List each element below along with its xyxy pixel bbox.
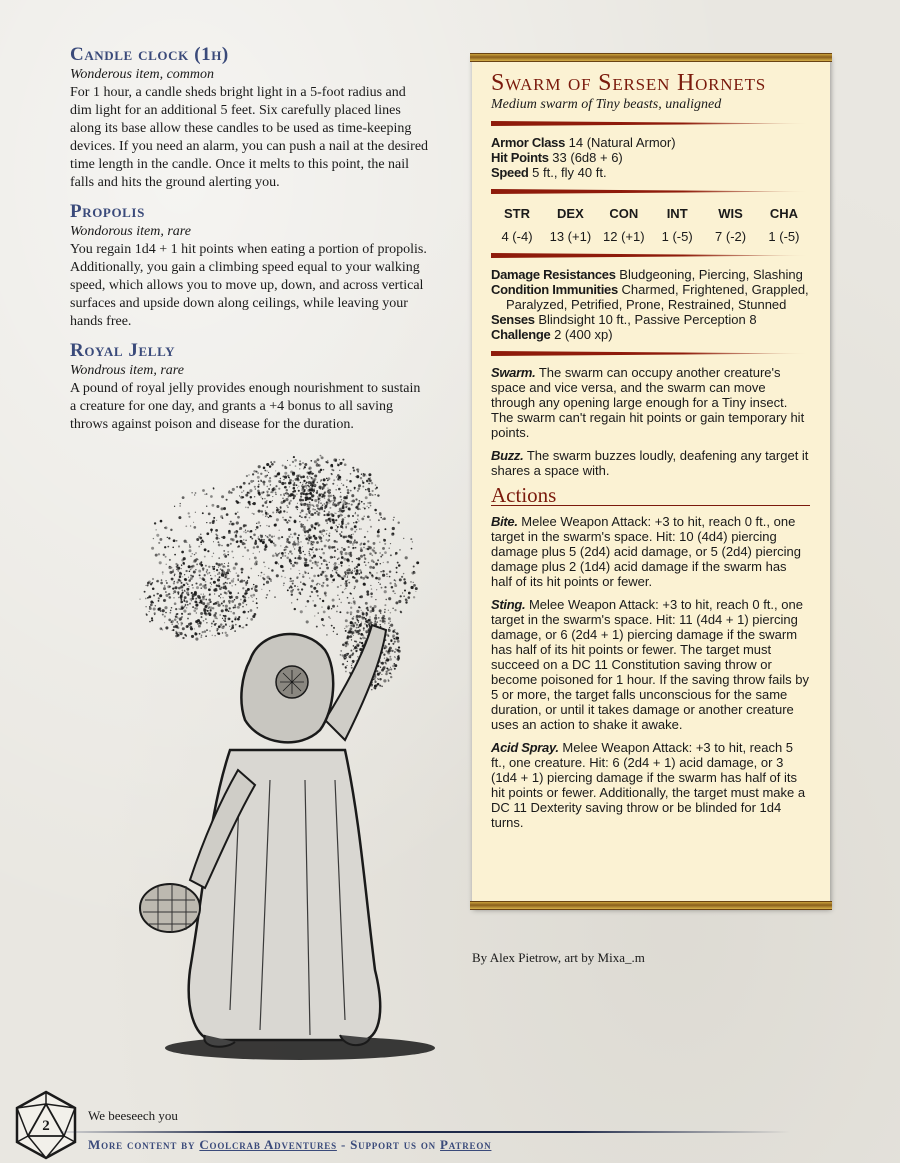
trait-text: The swarm can occupy another creature's space and vice versa, and the swarm can move through any opening large enough for a Tiny insect. The swarm can't regain hit points or gain temporary hit points. bbox=[491, 365, 805, 440]
ability-wis bbox=[705, 206, 757, 244]
senses-value: Blindsight 10 ft., Passive Perception 8 bbox=[538, 312, 757, 327]
item-subtitle: Wondorous item, rare bbox=[70, 224, 191, 239]
trait-buzz bbox=[491, 448, 810, 478]
action-sting bbox=[491, 597, 810, 732]
section-divider bbox=[491, 189, 810, 194]
action-name: Sting. bbox=[491, 597, 526, 612]
action-name: Acid Spray. bbox=[491, 740, 559, 755]
challenge-label: Challenge bbox=[491, 327, 551, 342]
item-candle-clock bbox=[70, 44, 430, 192]
monster-stat-block bbox=[472, 55, 830, 908]
footer-middle: Support us on bbox=[350, 1137, 436, 1152]
damage-resistances-value: Bludgeoning, Piercing, Slashing bbox=[619, 267, 803, 282]
item-subtitle: Wonderous item, common bbox=[70, 67, 215, 82]
section-divider bbox=[491, 121, 810, 126]
ability-value: 1 (-5) bbox=[661, 229, 693, 244]
speed-label: Speed bbox=[491, 165, 529, 180]
action-text: Melee Weapon Attack: +3 to hit, reach 0 ft., one target in the swarm's space. Hit: 10 (4d4) piercing damage plus 5 (2d4) acid damage, or 5 (2d4) piercing damage plus 2 (1d4) acid damage if the swarm has half of its hit points or fewer. bbox=[491, 514, 802, 589]
ability-cha bbox=[758, 206, 810, 244]
armor-class-label: Armor Class bbox=[491, 135, 566, 150]
challenge-value: 2 (400 xp) bbox=[554, 327, 613, 342]
item-title: Propolis bbox=[70, 201, 145, 222]
action-name: Bite. bbox=[491, 514, 518, 529]
footer-rule bbox=[60, 1131, 790, 1133]
hit-points-label: Hit Points bbox=[491, 150, 549, 165]
speed-value: 5 ft., fly 40 ft. bbox=[532, 165, 607, 180]
item-title: Royal Jelly bbox=[70, 340, 176, 361]
ability-name: INT bbox=[666, 206, 688, 221]
damage-resistances-line bbox=[491, 267, 810, 282]
monster-name: Swarm of Sersen Hornets bbox=[491, 70, 767, 96]
action-bite bbox=[491, 514, 810, 589]
footer-motto: We beeseech you bbox=[88, 1108, 178, 1123]
hit-points-value: 33 (6d8 + 6) bbox=[552, 150, 623, 165]
item-description: You regain 1d4 + 1 hit points when eating a portion of propolis. Additionally, you gain a climbing speed equal to your walking speed, which allows you to move up, down, and across vertical surfaces and upside down along ceilings, while leaving your hands free. bbox=[70, 242, 427, 329]
coolcrab-link[interactable]: Coolcrab Adventures bbox=[199, 1137, 337, 1152]
ability-value: 4 (-4) bbox=[501, 229, 533, 244]
ability-value: 12 (+1) bbox=[603, 229, 645, 244]
item-royal-jelly bbox=[70, 340, 430, 434]
condition-immunities-value: Charmed, Frightened, Grappled, Paralyzed, Petrified, Prone, Restrained, Stunned bbox=[506, 282, 809, 312]
action-text: Melee Weapon Attack: +3 to hit, reach 0 ft., one target in the swarm's space. Hit: 11 (4d4 + 1) piercing damage, or 6 (2d4 + 1) piercing damage if the swarm has half of its hit points or fewer. The target must succeed on a DC 11 Constitution saving throw or become poisoned for 1 hour. If the saving throw fails by 5 or more, the target falls unconscious for the same duration, or until it takes damage or another creature uses an action to shake it awake. bbox=[491, 597, 809, 732]
item-subtitle: Wondrous item, rare bbox=[70, 363, 184, 378]
ability-name: CHA bbox=[769, 206, 799, 221]
ability-value: 1 (-5) bbox=[768, 229, 800, 244]
section-divider bbox=[491, 253, 810, 258]
hit-points-line bbox=[491, 150, 810, 165]
ability-scores bbox=[491, 203, 810, 244]
ability-name: WIS bbox=[718, 206, 743, 221]
armor-class-line bbox=[491, 135, 810, 150]
challenge-line bbox=[491, 327, 810, 342]
ability-dex bbox=[544, 206, 596, 244]
page-number: 2 bbox=[42, 1118, 50, 1134]
monster-type: Medium swarm of Tiny beasts, unaligned bbox=[491, 97, 722, 112]
item-description: For 1 hour, a candle sheds bright light in a 5-foot radius and dim light for an additional 5 feet. Six carefully placed lines along its base allow these candles to be used as time-keeping devices. If you need an alarm, you can push a nail at the desired time length in the candle. Once it melts to this point, the nail falls and hits the ground alerting you. bbox=[70, 85, 429, 190]
ability-str bbox=[491, 206, 543, 244]
footer-separator: - bbox=[340, 1137, 347, 1152]
senses-line bbox=[491, 312, 810, 327]
ability-value: 7 (-2) bbox=[715, 229, 747, 244]
item-description: A pound of royal jelly provides enough nourishment to sustain a creature for one day, and grants a +4 bonus to all saving throws against poison and disease for the duration. bbox=[70, 381, 421, 432]
speed-line bbox=[491, 165, 810, 180]
action-acid-spray bbox=[491, 740, 810, 830]
trait-name: Swarm. bbox=[491, 365, 536, 380]
damage-resistances-label: Damage Resistances bbox=[491, 267, 616, 282]
section-divider bbox=[491, 351, 810, 356]
ability-name: DEX bbox=[557, 206, 584, 221]
patreon-link[interactable]: Patreon bbox=[440, 1137, 492, 1152]
footer-prefix: More content by bbox=[88, 1137, 196, 1152]
item-propolis bbox=[70, 201, 430, 331]
armor-class-value: 14 (Natural Armor) bbox=[568, 135, 676, 150]
magic-items-column bbox=[70, 44, 430, 443]
condition-immunities-line bbox=[491, 282, 810, 312]
stat-block-bottom-border bbox=[470, 901, 832, 910]
ability-name: CON bbox=[609, 206, 639, 221]
d20-page-number-icon bbox=[14, 1090, 78, 1160]
ability-name: STR bbox=[504, 206, 530, 221]
action-text: Melee Weapon Attack: +3 to hit, reach 5 ft., one creature. Hit: 6 (2d4 + 1) acid damage, or 3 (1d4 + 1) piercing damage if the swarm has half of its hit points or fewer. Additionally, the target must make a DC 11 Dexterity saving throw or be blinded for 1d4 turns. bbox=[491, 740, 806, 830]
beekeeper-swarm-illustration bbox=[110, 450, 455, 1080]
ability-int bbox=[651, 206, 703, 244]
condition-immunities-label: Condition Immunities bbox=[491, 282, 618, 297]
trait-swarm bbox=[491, 365, 810, 440]
credits: By Alex Pietrow, art by Mixa_.m bbox=[472, 950, 645, 965]
trait-name: Buzz. bbox=[491, 448, 524, 463]
senses-label: Senses bbox=[491, 312, 535, 327]
ability-con bbox=[598, 206, 650, 244]
item-title: Candle clock (1h) bbox=[70, 44, 229, 65]
stat-block-top-border bbox=[470, 53, 832, 62]
trait-text: The swarm buzzes loudly, deafening any target it shares a space with. bbox=[491, 448, 809, 478]
footer-promo bbox=[88, 1137, 491, 1153]
actions-heading: Actions bbox=[491, 488, 810, 506]
ability-value: 13 (+1) bbox=[549, 229, 592, 244]
